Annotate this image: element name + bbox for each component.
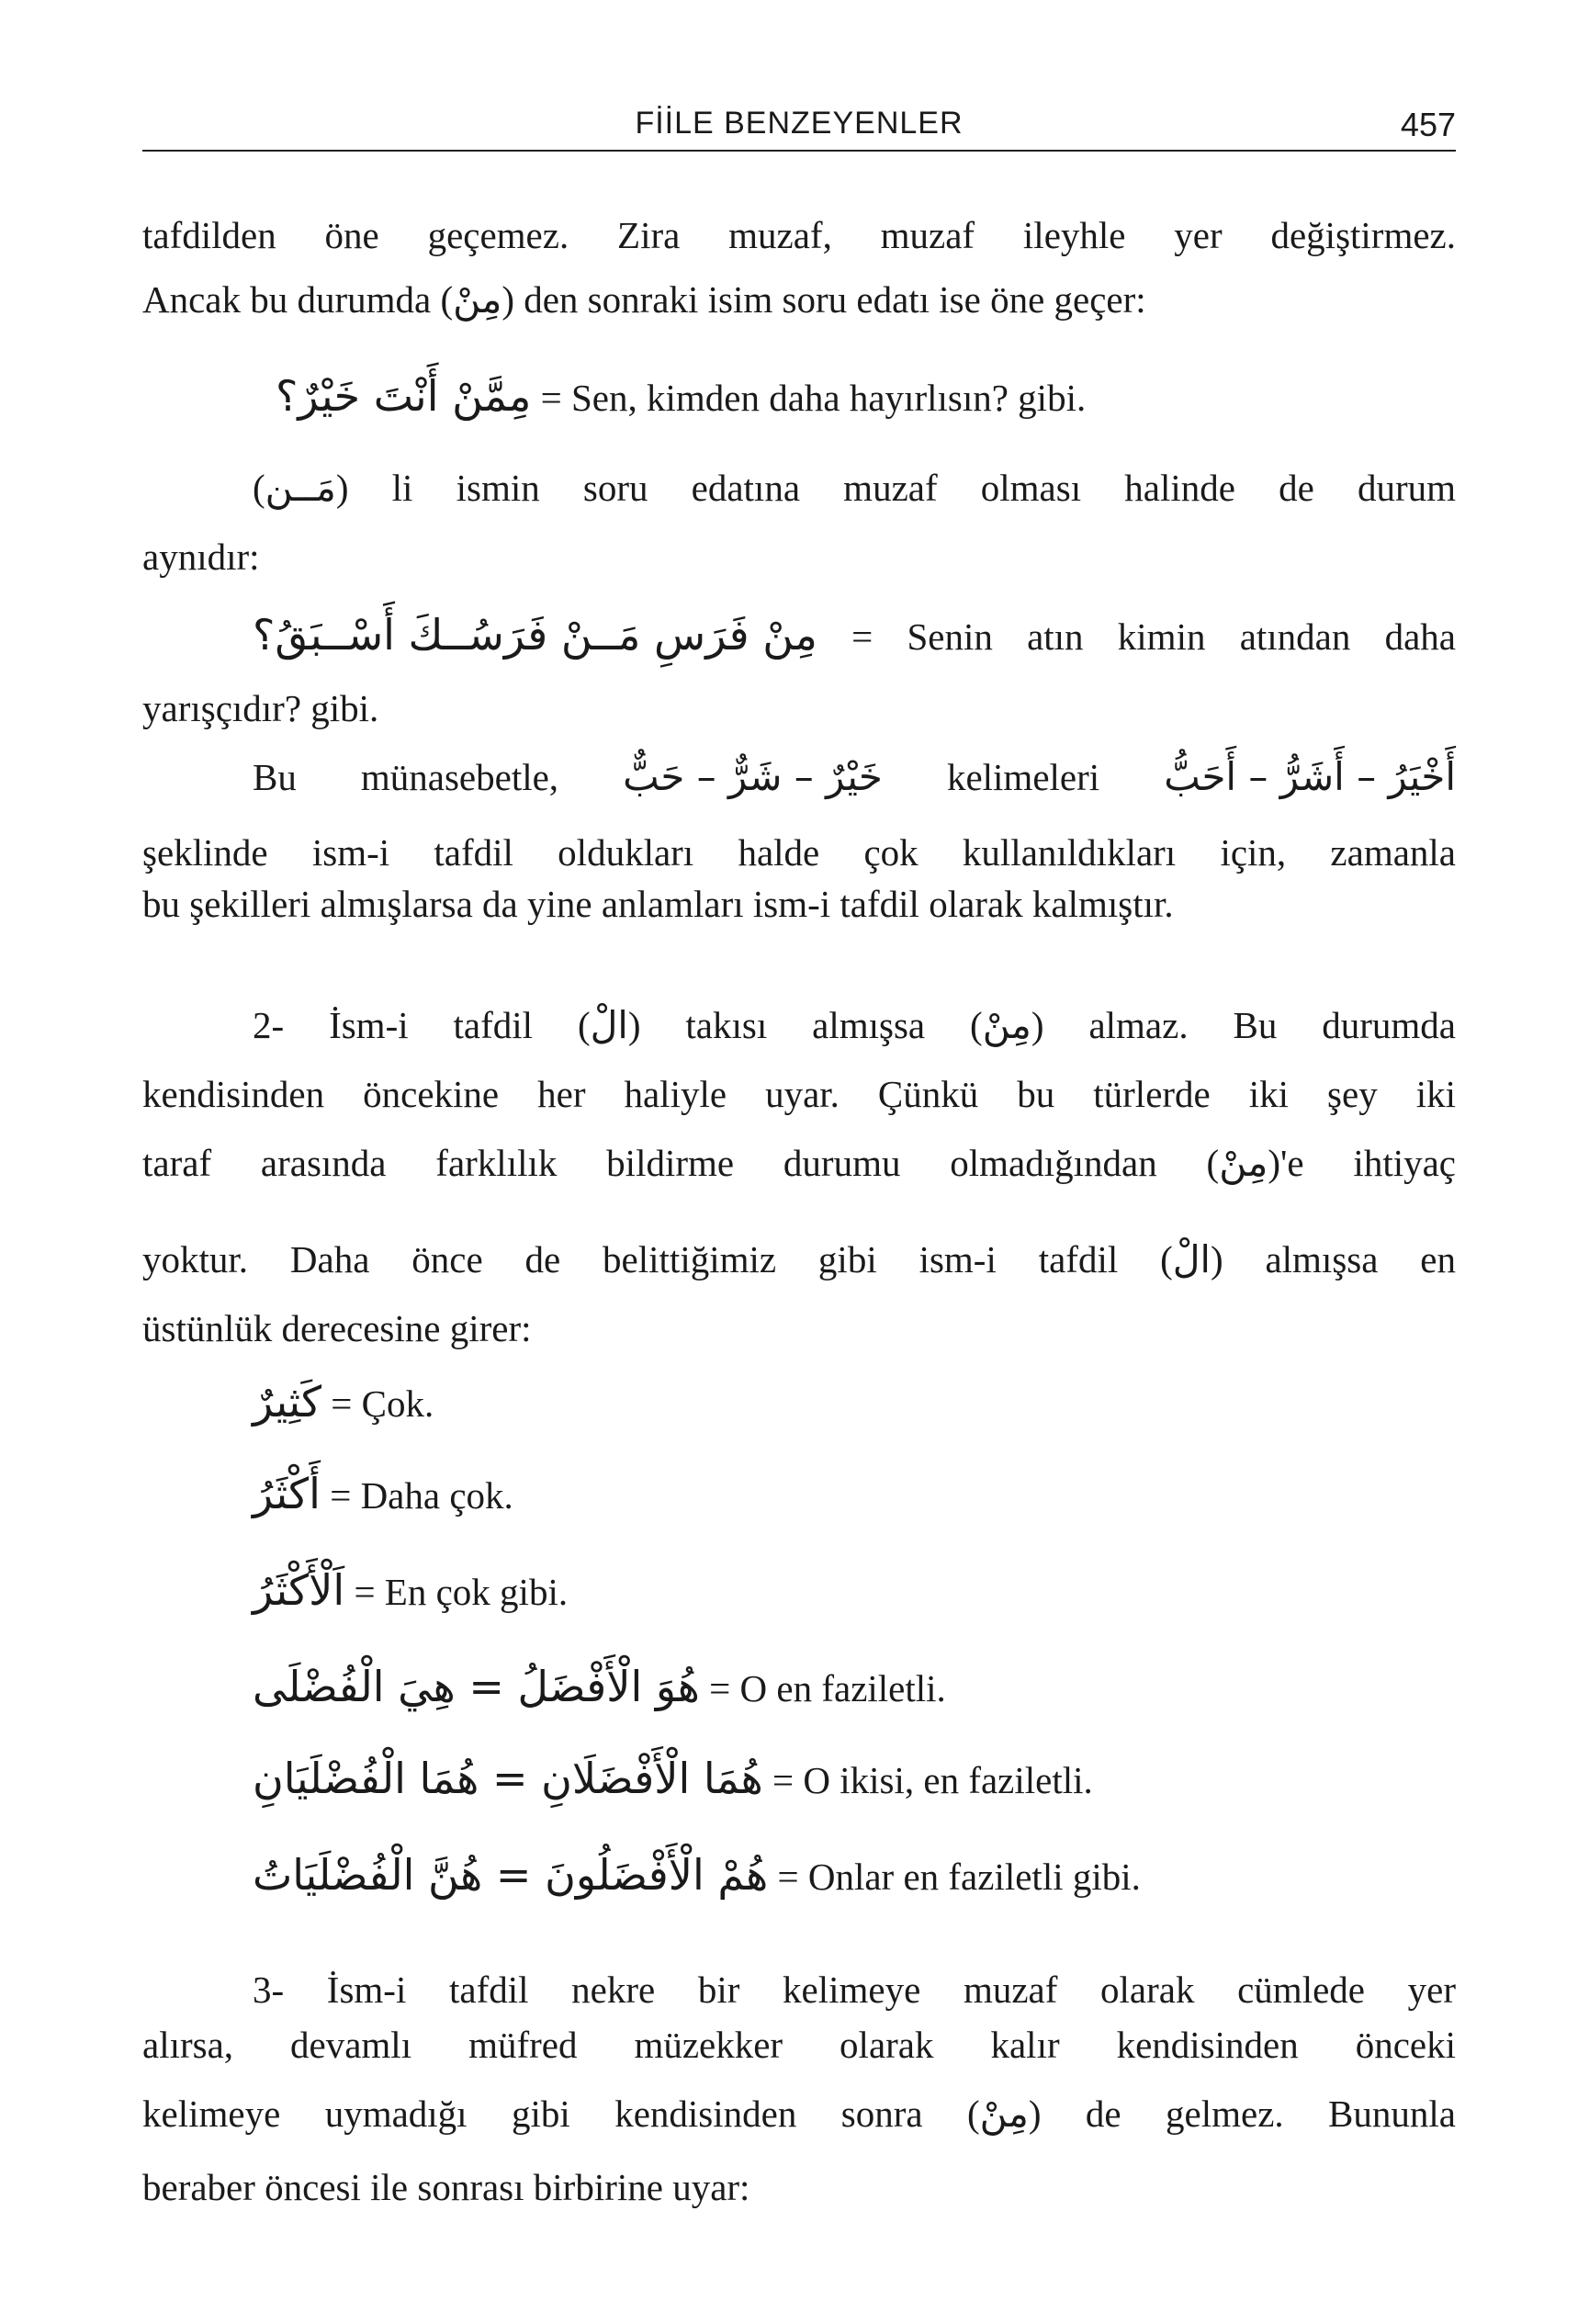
paragraph2-line2: aynıdır: [142, 536, 260, 578]
paragraph1-line2: Ancak bu durumda (مِنْ) den sonraki isim soru edatı ise öne geçer: [142, 277, 1146, 322]
section3-line3: kelimeye uymadığı gibi kendisinden sonra (مِنْ) de gelmez. Bununla [142, 2092, 1456, 2136]
example3-item: هُمَا الْأَفْضَلَانِ = هُمَا الْفُضْلَيَانِ = O ikisi, en faziletli. [253, 1754, 1093, 1803]
section2-line4: yoktur. Daha önce de belittiğimiz gibi ism-i tafdil (الْ) almışsa en [142, 1237, 1456, 1281]
section3-line2: alırsa, devamlı müfred müzekker olarak kalır kendisinden önceki [142, 2024, 1456, 2066]
example3-item: هُوَ الْأَفْضَلُ = هِيَ الْفُضْلَى = O en faziletli. [253, 1662, 946, 1711]
example2-line2: yarışçıdır? gibi. [142, 687, 379, 729]
paragraph3-line1: Bu münasebetle, خَيْرٌ – شَرٌّ – حَبٌّ kelimeleri أَخْيَرُ – أَشَرُّ – أَحَبُّ [253, 754, 1456, 799]
arabic-men: مَــن [265, 466, 336, 510]
paragraph3-line3: bu şekilleri almışlarsa da yine anlamları ism-i tafdil olarak kalmıştır. [142, 883, 1174, 925]
section2-line2: kendisinden öncekine her haliyle uyar. Çünkü bu türlerde iki şey iki [142, 1073, 1456, 1115]
example3-item: أَكْثَرُ = Daha çok. [253, 1469, 513, 1518]
section3-line1: 3- İsm-i tafdil nekre bir kelimeye muzaf olarak cümlede yer [253, 1969, 1456, 2011]
paragraph3-arabic2: أَخْيَرُ – أَشَرُّ – أَحَبُّ [1164, 754, 1456, 799]
example2 [253, 611, 1456, 660]
paragraph3-arabic1: خَيْرٌ – شَرٌّ – حَبٌّ [623, 754, 883, 799]
section2-line5: üstünlük derecesine girer: [142, 1307, 532, 1349]
arabic-min: مِنْ [453, 277, 502, 322]
page-header [142, 106, 1456, 152]
paragraph3-line2: şeklinde ism-i tafdil oldukları halde çok kullanıldıkları için, zamanla [142, 831, 1456, 874]
example3-item: كَثِيرٌ = Çok. [253, 1377, 434, 1427]
paragraph1-line1: tafdilden öne geçemez. Zira muzaf, muzaf ileyhle yer değiştirmez. [142, 214, 1456, 256]
section3-line4: beraber öncesi ile sonrası birbirine uyar: [142, 2166, 750, 2208]
running-title: FİİLE BENZEYENLER [635, 106, 964, 141]
example1-translation: = Sen, kimden daha hayırlısın? gibi. [540, 377, 1087, 419]
section2-line1: 2- İsm-i tafdil (الْ) takısı almışsa (مِنْ) almaz. Bu durumda [253, 1003, 1456, 1047]
example3-item: اَلْأَكْثَرُ = En çok gibi. [253, 1565, 569, 1615]
section2-line3: taraf arasında farklılık bildirme durumu olmadığından (مِنْ)'e ihtiyaç [142, 1141, 1456, 1185]
example2-translation: = Senin atın kimin atından daha [851, 615, 1456, 658]
paragraph2-line1: (مَــن) li ismin soru edatına muzaf olması halinde de durum [253, 466, 1456, 510]
example2-arabic: مِنْ فَرَسِ مَــنْ فَرَسُــكَ أَسْــبَقُ؟ [253, 610, 817, 660]
example3-item: هُمْ الْأَفْضَلُونَ = هُنَّ الْفُضْلَيَاتُ = Onlar en faziletli gibi. [253, 1850, 1141, 1900]
page-number: 457 [1400, 106, 1456, 143]
example1 [276, 372, 1378, 422]
example1-arabic: مِمَّنْ أَنْتَ خَيْرٌ؟ [276, 371, 532, 421]
